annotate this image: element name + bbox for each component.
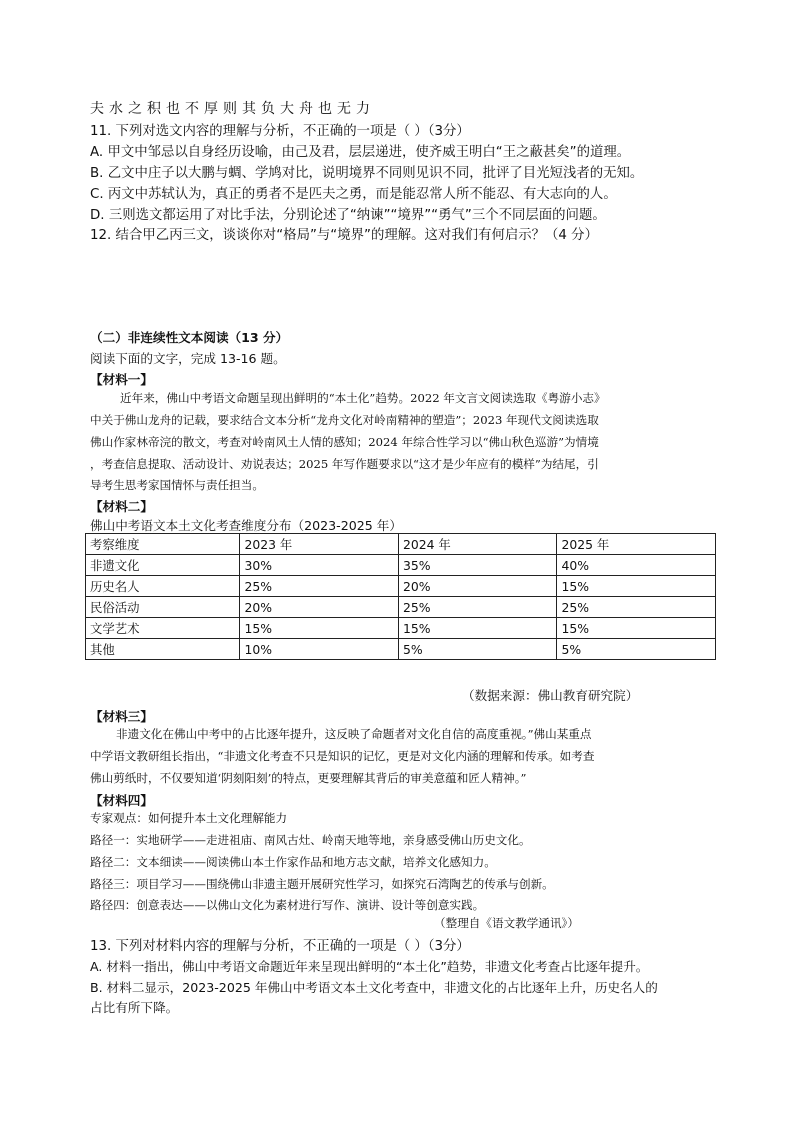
material-1-line: 佛山作家林帝浣的散文，考查对岭南风土人情的感知；2024 年综合性学习以“佛山秋色巡游”为情境 — [90, 435, 599, 449]
table-row — [86, 618, 716, 639]
material-1-line: 中关于佛山龙舟的记载，要求结合文本分析“龙舟文化对岭南精神的塑造”；2023 年现代文阅读选取 — [90, 413, 599, 427]
table-cell: 30% — [240, 555, 399, 576]
distribution-table — [85, 533, 716, 660]
table-cell: 25% — [240, 576, 399, 597]
table-cell: 15% — [557, 576, 716, 597]
material-3-label: 【材料三】 — [90, 709, 153, 724]
material-3-line: 佛山剪纸时，不仅要知道‘阴刻阳刻’的特点，更要理解其背后的审美意蕴和匠人精神。” — [90, 771, 527, 785]
table-cell: 15% — [398, 618, 557, 639]
table-cell: 历史名人 — [86, 576, 240, 597]
material-3-line: 中学语文教研组长指出，“非遗文化考查不只是知识的记忆，更是对文化内涵的理解和传承。如考查 — [90, 749, 595, 763]
table-cell: 其他 — [86, 639, 240, 660]
q13-stem: 13. 下列对材料内容的理解与分析，不正确的一项是（ ）（3分） — [90, 939, 470, 954]
table-header-cell: 2024 年 — [398, 534, 557, 555]
material-4-label: 【材料四】 — [90, 793, 153, 808]
table-header-row — [86, 534, 716, 555]
table-cell: 民俗活动 — [86, 597, 240, 618]
table-cell: 20% — [240, 597, 399, 618]
table-cell: 非遗文化 — [86, 555, 240, 576]
q13-option-b: B. 材料二显示，2023-2025 年佛山中考语文本土文化考查中，非遗文化的占比逐年上升，历史名人的 — [90, 980, 658, 995]
q11-option-c: C. 丙文中苏轼认为，真正的勇者不是匹夫之勇，而是能忍常人所不能忍、有大志向的人。 — [90, 187, 617, 202]
material-1-line: ，考查信息提取、活动设计、劝说表达；2025 年写作题要求以“这才是少年应有的模样”为结尾，引 — [90, 457, 599, 471]
q11-stem: 11. 下列对选文内容的理解与分析，不正确的一项是（ ）（3分） — [90, 124, 470, 139]
q12-stem: 12. 结合甲乙丙三文，谈谈你对“格局”与“境界”的理解。这对我们有何启示？（4 分） — [90, 228, 598, 243]
material-1-line: 导考生思考家国情怀与责任担当。 — [90, 478, 264, 492]
table-row — [86, 555, 716, 576]
table-cell: 10% — [240, 639, 399, 660]
expert-view: 专家观点：如何提升本土文化理解能力 — [90, 811, 288, 825]
table-cell: 15% — [557, 618, 716, 639]
table-cell: 20% — [398, 576, 557, 597]
table-cell: 40% — [557, 555, 716, 576]
table-cell: 5% — [557, 639, 716, 660]
material-1-line: 近年来，佛山中考语文命题呈现出鲜明的“本土化”趋势。2022 年文言文阅读选取《粤游小志》 — [120, 391, 606, 405]
table-header-cell: 2025 年 — [557, 534, 716, 555]
table-header-cell: 考察维度 — [86, 534, 240, 555]
q11-option-d: D. 三则选文都运用了对比手法，分别论述了“纳谏”“境界”“勇气”三个不同层面的问题。 — [90, 208, 606, 223]
table-cell: 15% — [240, 618, 399, 639]
section-instruction: 阅读下面的文字，完成 13-16 题。 — [90, 351, 286, 366]
table-row — [86, 576, 716, 597]
q11-option-b: B. 乙文中庄子以大鹏与蜩、学鸠对比，说明境界不同则见识不同，批评了目光短浅者的无知。 — [90, 166, 644, 181]
table-header-cell: 2023 年 — [240, 534, 399, 555]
table-cell: 文学艺术 — [86, 618, 240, 639]
table-cell: 25% — [398, 597, 557, 618]
table-row — [86, 639, 716, 660]
table-cell: 35% — [398, 555, 557, 576]
path-item: 路径一：实地研学——走进祖庙、南风古灶、岭南天地等地，亲身感受佛山历史文化。 — [90, 833, 531, 847]
quote-line: 夫水之积也不厚则其负大舟也无力 — [90, 101, 375, 117]
table-cell: 25% — [557, 597, 716, 618]
section-title: （二）非连续性文本阅读（13 分） — [90, 330, 289, 345]
material-2-label: 【材料二】 — [90, 499, 153, 514]
q13-option-a: A. 材料一指出，佛山中考语文命题近年来呈现出鲜明的“本土化”趋势，非遗文化考查占比逐年提升。 — [90, 959, 649, 974]
material-1-label: 【材料一】 — [90, 372, 153, 387]
table-cell: 5% — [398, 639, 557, 660]
table-source: （数据来源：佛山教育研究院） — [462, 688, 639, 703]
path-item: 路径三：项目学习——围绕佛山非遗主题开展研究性学习，如探究石湾陶艺的传承与创新。 — [90, 877, 554, 891]
q13-option-b-cont: 占比有所下降。 — [90, 1000, 179, 1015]
path-item: 路径四：创意表达——以佛山文化为素材进行写作、演讲、设计等创意实践。 — [90, 898, 485, 912]
material-3-line: 非遗文化在佛山中考中的占比逐年提升，这反映了命题者对文化自信的高度重视。”佛山某重点 — [116, 727, 592, 741]
q11-option-a: A. 甲文中邹忌以自身经历设喻，由己及君，层层递进，使齐威王明白“王之蔽甚矣”的道理。 — [90, 145, 631, 160]
material-4-source: （整理自《语文教学通讯》） — [434, 916, 579, 930]
table-row — [86, 597, 716, 618]
path-item: 路径二：文本细读——阅读佛山本土作家作品和地方志文献，培养文化感知力。 — [90, 855, 496, 869]
table-caption: 佛山中考语文本土文化考查维度分布（2023-2025 年） — [90, 518, 402, 533]
